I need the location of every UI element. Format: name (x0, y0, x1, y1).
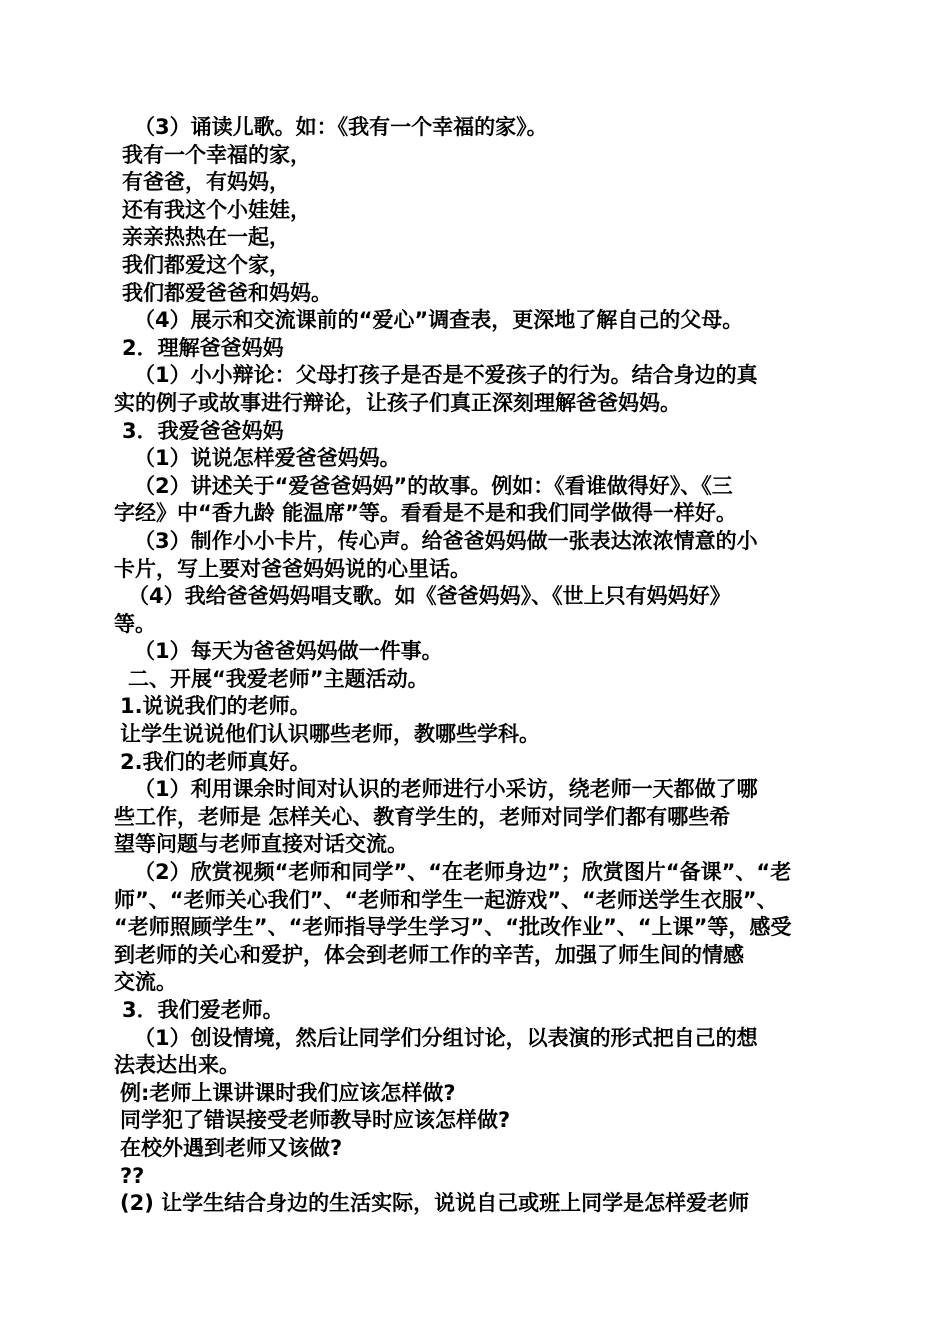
paragraph-line: 还有我这个小娃娃， (122, 197, 311, 222)
paragraph-line: 些工作，老师是 怎样关心、教育学生的，老师对同学们都有哪些希 (114, 804, 731, 829)
paragraph-line: （3）制作小小卡片，传心声。给爸爸妈妈做一张表达浓浓情意的小 (134, 528, 758, 553)
paragraph-line: （4）展示和交流课前的“爱心”调查表，更深地了解自己的父母。 (134, 308, 744, 333)
paragraph-line: ?? (120, 1163, 145, 1188)
paragraph-line: 实的例子或故事进行辩论，让孩子们真正深刻理解爸爸妈妈。 (114, 390, 681, 415)
paragraph-line: （2）讲述关于“爱爸爸妈妈”的故事。例如：《看谁做得好》、《三 (134, 473, 733, 498)
paragraph-line: （3）诵读儿歌。如：《我有一个幸福的家》。 (134, 115, 548, 139)
paragraph-line: （1）利用课余时间对认识的老师进行小采访，绕老师一天都做了哪 (134, 777, 758, 802)
paragraph-line: 师”、“老师关心我们”、“老师和学生一起游戏”、“老师送学生衣服”、 (114, 887, 778, 912)
paragraph-line: （4）我给爸爸妈妈唱支歌。如《爸爸妈妈》、《世上只有妈妈好》 (128, 584, 731, 609)
paragraph-line: 亲亲热热在一起， (122, 225, 290, 250)
paragraph-line: 法表达出来。 (114, 1053, 240, 1078)
paragraph-line: “老师照顾学生”、“老师指导学生学习”、“批改作业”、“上课”等，感受 (114, 915, 792, 940)
paragraph-line: 等。 (114, 611, 156, 636)
paragraph-line: 交流。 (114, 970, 177, 995)
section-heading: 3．我们爱老师。 (122, 998, 284, 1022)
section-heading: 1.说说我们的老师。 (120, 694, 311, 719)
paragraph-line: （1）说说怎样爱爸爸妈妈。 (134, 446, 401, 471)
paragraph-line: （1）每天为爸爸妈妈做一件事。 (134, 639, 443, 664)
paragraph-line: 同学犯了错误接受老师教导时应该怎样做? (120, 1108, 511, 1133)
paragraph-line: (2) 让学生结合身边的生活实际，说说自己或班上同学是怎样爱老师 (120, 1191, 750, 1216)
section-heading: 二、开展“我爱老师”主题活动。 (128, 666, 429, 691)
paragraph-line: 我们都爱爸爸和妈妈。 (122, 280, 332, 305)
paragraph-line: 例:老师上课讲课时我们应该怎样做? (120, 1080, 456, 1105)
paragraph-line: 在校外遇到老师又该做? (120, 1135, 343, 1160)
paragraph-line: 让学生说说他们认识哪些老师，教哪些学科。 (120, 722, 540, 747)
paragraph-line: （1）小小辩论：父母打孩子是否是不爱孩子的行为。结合身边的真 (134, 363, 758, 388)
paragraph-line: 字经》中“香九龄 能温席”等。看看是不是和我们同学做得一样好。 (114, 501, 737, 526)
section-heading: 3．我爱爸爸妈妈 (122, 418, 284, 443)
paragraph-line: 我有一个幸福的家， (122, 142, 311, 167)
paragraph-line: （1）创设情境，然后让同学们分组讨论，以表演的形式把自己的想 (134, 1025, 758, 1050)
paragraph-line: （2）欣赏视频“老师和同学”、“在老师身边”；欣赏图片“备课”、“老 (134, 860, 792, 885)
section-heading: 2.我们的老师真好。 (120, 749, 311, 774)
section-heading: 2．理解爸爸妈妈 (122, 335, 284, 360)
paragraph-line: 有爸爸，有妈妈， (122, 170, 290, 195)
paragraph-line: 到老师的关心和爱护，体会到老师工作的辛苦，加强了师生间的情感 (114, 942, 744, 967)
paragraph-line: 我们都爱这个家， (122, 252, 290, 277)
paragraph-line: 卡片，写上要对爸爸妈妈说的心里话。 (114, 556, 471, 581)
paragraph-line: 望等问题与老师直接对话交流。 (114, 832, 408, 857)
document-body (114, 114, 838, 1218)
